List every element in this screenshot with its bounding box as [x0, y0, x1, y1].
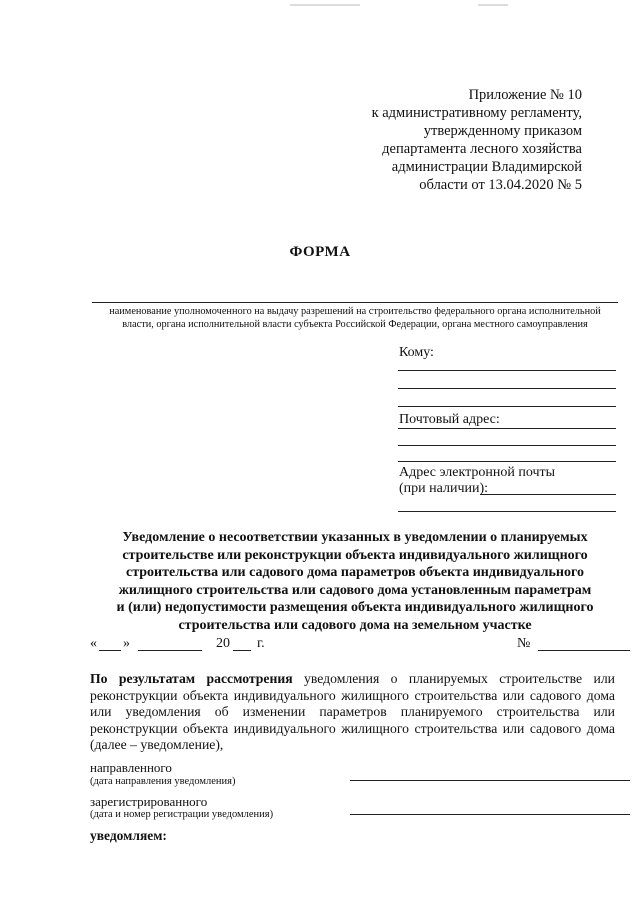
postal-address-line: [398, 461, 616, 462]
notify-label: уведомляем:: [90, 828, 167, 843]
recipient-line: [398, 370, 616, 371]
postal-address-label: Почтовый адрес:: [399, 412, 500, 427]
open-quote: «: [90, 636, 97, 651]
year-blank: [233, 636, 251, 651]
number-sign: №: [517, 636, 531, 651]
number-blank: [538, 636, 630, 651]
email-label: [399, 465, 555, 497]
notice-title: [95, 529, 615, 634]
close-quote: »: [123, 636, 130, 651]
notice-title-line: Уведомление о несоответствии указанных в уведомлении о планируемых: [122, 530, 588, 545]
notice-title-line: строительстве или реконструкции объекта индивидуального жилищного: [122, 547, 588, 563]
appendix-line: к административному регламенту,: [371, 105, 582, 121]
date-row: [90, 636, 630, 656]
scan-artifact: [478, 4, 508, 6]
notice-title-line: строительства или садового дома на земельном участке: [178, 617, 532, 633]
year-suffix: г.: [257, 636, 265, 651]
postal-address-line: [398, 428, 616, 429]
email-line: [398, 511, 616, 512]
body-text: уведомления о планируемых строительстве или реконструкции объекта индивидуального жилищного строительства или садового дома или уведомления об изменении параметров планируемого строительства или реконструкции объекта индивидуального жилищного строительства или садового дома (далее – уведомление),: [90, 671, 615, 753]
appendix-line: утвержденному приказом: [423, 123, 582, 139]
sent-caption: (дата направления уведомления): [90, 776, 236, 787]
sent-date-line: [350, 780, 630, 781]
email-label-line: Адрес электронной почты: [399, 465, 556, 480]
month-blank: [138, 636, 202, 651]
authority-caption-line: наименование уполномоченного на выдачу разрешений на строительство федерального органа исполнительной: [109, 306, 601, 317]
sent-label: направленного: [90, 760, 172, 775]
form-title: ФОРМА: [289, 244, 351, 260]
day-blank: [99, 636, 121, 651]
appendix-block: [282, 86, 582, 194]
appendix-line: администрации Владимирской: [391, 159, 582, 175]
notice-title-line: жилищного строительства или садового дома установленным параметрам: [118, 582, 592, 598]
appendix-line: департамента лесного хозяйства: [382, 141, 582, 157]
recipient-line: [398, 388, 616, 389]
year-prefix: 20: [216, 636, 230, 651]
to-label: Кому:: [399, 345, 434, 360]
authority-name-line: [92, 302, 618, 303]
email-label-line: (при наличии):: [399, 481, 489, 496]
body-bold-lead: По результатам рассмотрения: [90, 671, 293, 686]
notice-title-line: строительства или садового дома параметров объекта индивидуального: [125, 565, 584, 580]
body-paragraph: [90, 671, 615, 754]
notice-title-line: и (или) недопустимости размещения объекта индивидуального жилищного: [116, 600, 594, 615]
email-line: [480, 494, 616, 495]
postal-address-line: [398, 445, 616, 446]
appendix-line: Приложение № 10: [468, 87, 582, 103]
authority-caption: [90, 305, 620, 331]
scan-artifact: [290, 4, 360, 6]
registered-caption: (дата и номер регистрации уведомления): [90, 809, 274, 820]
registration-line: [350, 814, 630, 815]
appendix-line: области от 13.04.2020 № 5: [419, 177, 582, 193]
registered-label: зарегистрированного: [90, 794, 208, 809]
authority-caption-line: власти, органа исполнительной власти субъекта Российской Федерации, органа местного самоуправления: [122, 319, 588, 330]
recipient-line: [398, 406, 616, 407]
